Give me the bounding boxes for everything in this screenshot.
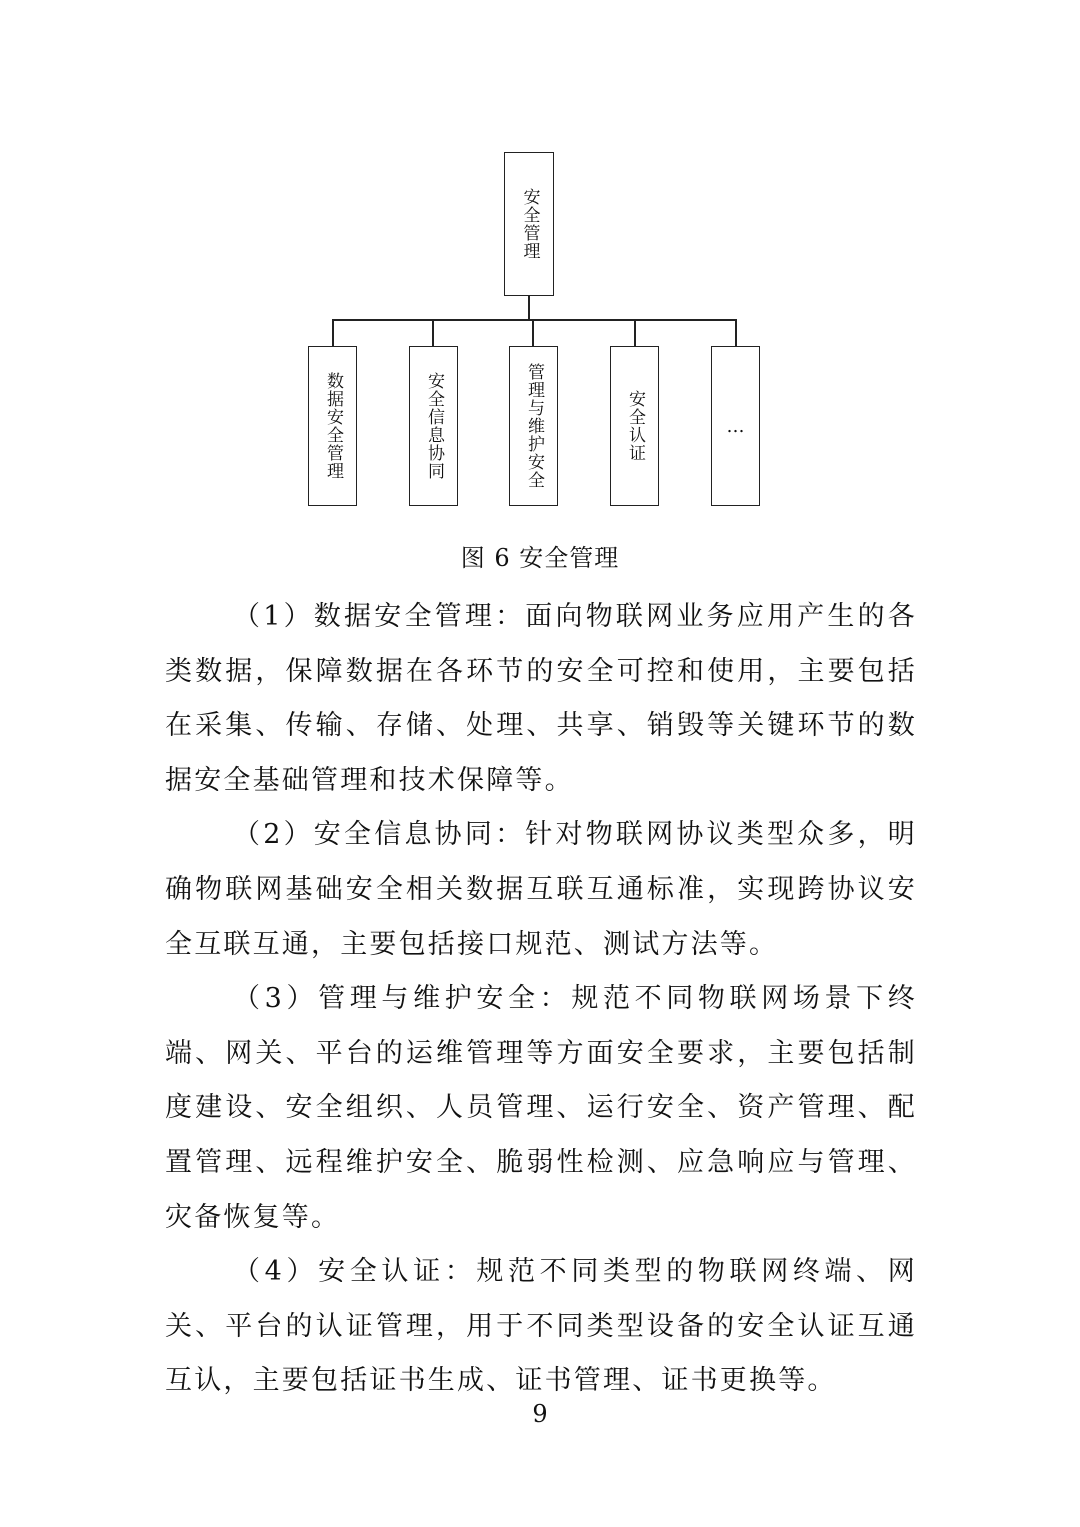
child-connector-4 [634,319,636,347]
figure-caption: 图 6 安全管理 [460,544,620,572]
paragraph: （3）管理与维护安全：规范不同物联网场景下终端、网关、平台的运维管理等方面安全要求，主要包括制度建设、安全组织、人员管理、运行安全、资产管理、配置管理、远程维护安全、脆弱性检测、应急响应与管理、灾备恢复等。 [165,983,917,1233]
paragraph: （1）数据安全管理：面向物联网业务应用产生的各类数据，保障数据在各环节的安全可控和使用，主要包括在采集、传输、存储、处理、共享、销毁等关键环节的数据安全基础管理和技术保障等。 [165,601,917,796]
root-connector [528,296,530,320]
body-text [165,590,917,1409]
diagram-root-label: 安全管理 [519,188,540,260]
page-number: 9 [532,1400,548,1428]
diagram-child-security-info-sync [409,346,458,506]
diagram-child-label: 安全认证 [625,390,645,462]
child-connector-2 [432,319,434,347]
diagram-child-maintenance-security [509,346,558,506]
child-connector-3 [532,319,534,347]
paragraph: （4）安全认证：规范不同类型的物联网终端、网关、平台的认证管理，用于不同类型设备的安全认证互通互认，主要包括证书生成、证书管理、证书更换等。 [165,1256,917,1397]
diagram-child-data-security [308,346,357,506]
paragraph: （2）安全信息协同：针对物联网协议类型众多，明确物联网基础安全相关数据互联互通标准，实现跨协议安全互联互通，主要包括接口规范、测试方法等。 [165,819,917,960]
security-management-diagram [0,0,1080,520]
diagram-child-label: … [726,415,745,437]
diagram-child-more [711,346,760,506]
diagram-child-label: 数据安全管理 [323,372,343,480]
child-connector-5 [735,319,737,347]
diagram-child-security-auth [610,346,659,506]
diagram-child-label: 管理与维护安全 [524,363,544,489]
diagram-root-box [504,152,554,296]
branch-connector [332,319,737,321]
diagram-child-label: 安全信息协同 [424,372,444,480]
child-connector-1 [332,319,334,347]
